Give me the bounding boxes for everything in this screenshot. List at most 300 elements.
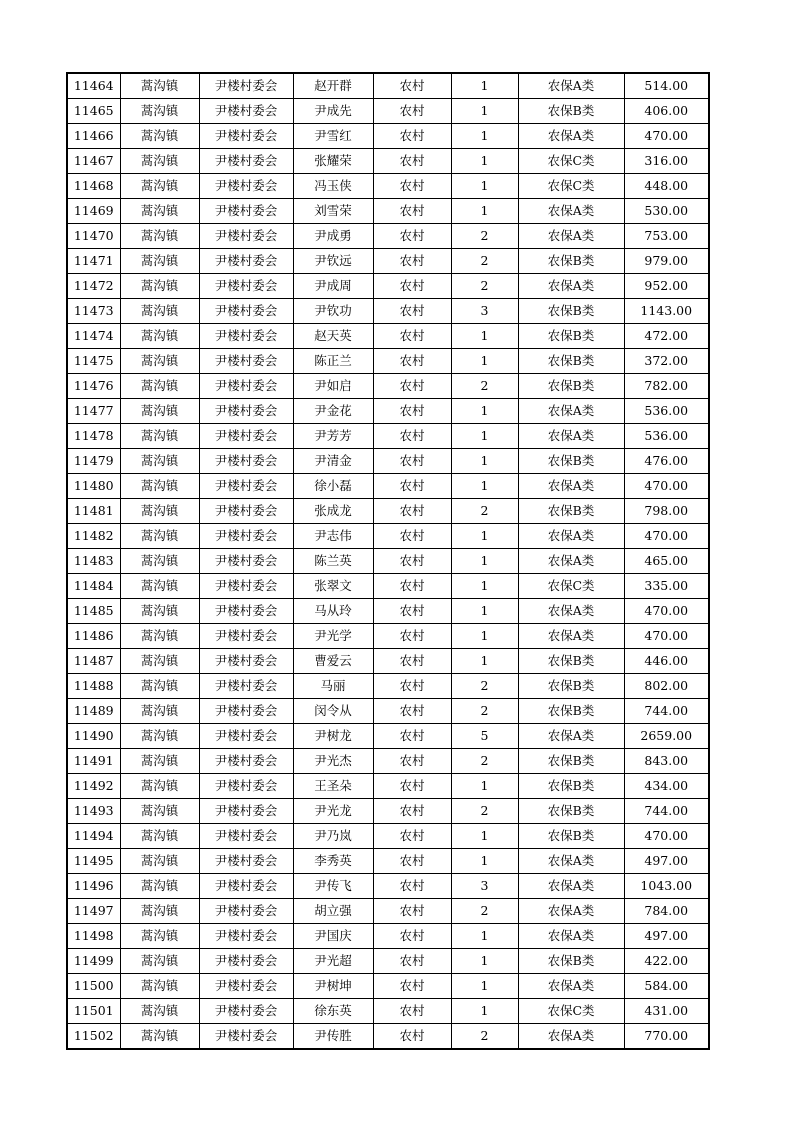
serial-number-cell: 11481 — [67, 499, 120, 524]
serial-number-cell: 11470 — [67, 224, 120, 249]
area-type-cell: 农村 — [373, 274, 451, 299]
household-count-cell: 1 — [451, 474, 518, 499]
area-type-cell: 农村 — [373, 699, 451, 724]
amount-cell: 497.00 — [624, 849, 709, 874]
serial-number-cell: 11477 — [67, 399, 120, 424]
town-cell: 蒿沟镇 — [120, 299, 199, 324]
town-cell: 蒿沟镇 — [120, 624, 199, 649]
household-count-cell: 1 — [451, 349, 518, 374]
village-committee-cell: 尹楼村委会 — [199, 399, 293, 424]
serial-number-cell: 11479 — [67, 449, 120, 474]
name-cell: 马丽 — [293, 674, 373, 699]
name-cell: 尹成先 — [293, 99, 373, 124]
amount-cell: 536.00 — [624, 399, 709, 424]
insurance-category-cell: 农保C类 — [518, 574, 624, 599]
household-count-cell: 5 — [451, 724, 518, 749]
table-row — [67, 174, 709, 199]
table-row — [67, 774, 709, 799]
table-row — [67, 549, 709, 574]
area-type-cell: 农村 — [373, 499, 451, 524]
household-count-cell: 1 — [451, 149, 518, 174]
area-type-cell: 农村 — [373, 224, 451, 249]
name-cell: 尹志伟 — [293, 524, 373, 549]
area-type-cell: 农村 — [373, 774, 451, 799]
town-cell: 蒿沟镇 — [120, 524, 199, 549]
village-committee-cell: 尹楼村委会 — [199, 174, 293, 199]
table-row — [67, 349, 709, 374]
town-cell: 蒿沟镇 — [120, 924, 199, 949]
amount-cell: 406.00 — [624, 99, 709, 124]
town-cell: 蒿沟镇 — [120, 974, 199, 999]
area-type-cell: 农村 — [373, 374, 451, 399]
town-cell: 蒿沟镇 — [120, 1024, 199, 1050]
insurance-category-cell: 农保C类 — [518, 174, 624, 199]
table-row — [67, 299, 709, 324]
insurance-category-cell: 农保C类 — [518, 999, 624, 1024]
name-cell: 胡立强 — [293, 899, 373, 924]
area-type-cell: 农村 — [373, 799, 451, 824]
area-type-cell: 农村 — [373, 749, 451, 774]
insurance-category-cell: 农保A类 — [518, 274, 624, 299]
amount-cell: 472.00 — [624, 324, 709, 349]
name-cell: 赵天英 — [293, 324, 373, 349]
area-type-cell: 农村 — [373, 524, 451, 549]
table-row — [67, 724, 709, 749]
area-type-cell: 农村 — [373, 399, 451, 424]
village-committee-cell: 尹楼村委会 — [199, 924, 293, 949]
village-committee-cell: 尹楼村委会 — [199, 974, 293, 999]
village-committee-cell: 尹楼村委会 — [199, 799, 293, 824]
name-cell: 尹光龙 — [293, 799, 373, 824]
amount-cell: 979.00 — [624, 249, 709, 274]
amount-cell: 2659.00 — [624, 724, 709, 749]
town-cell: 蒿沟镇 — [120, 874, 199, 899]
insurance-category-cell: 农保A类 — [518, 199, 624, 224]
insurance-category-cell: 农保A类 — [518, 224, 624, 249]
village-committee-cell: 尹楼村委会 — [199, 774, 293, 799]
name-cell: 闵令从 — [293, 699, 373, 724]
town-cell: 蒿沟镇 — [120, 699, 199, 724]
town-cell: 蒿沟镇 — [120, 124, 199, 149]
serial-number-cell: 11472 — [67, 274, 120, 299]
serial-number-cell: 11498 — [67, 924, 120, 949]
household-count-cell: 1 — [451, 949, 518, 974]
amount-cell: 372.00 — [624, 349, 709, 374]
insurance-category-cell: 农保A类 — [518, 124, 624, 149]
name-cell: 冯玉侠 — [293, 174, 373, 199]
village-committee-cell: 尹楼村委会 — [199, 249, 293, 274]
village-committee-cell: 尹楼村委会 — [199, 474, 293, 499]
village-committee-cell: 尹楼村委会 — [199, 624, 293, 649]
village-committee-cell: 尹楼村委会 — [199, 874, 293, 899]
amount-cell: 470.00 — [624, 124, 709, 149]
town-cell: 蒿沟镇 — [120, 749, 199, 774]
town-cell: 蒿沟镇 — [120, 824, 199, 849]
village-committee-cell: 尹楼村委会 — [199, 599, 293, 624]
table-row — [67, 474, 709, 499]
area-type-cell: 农村 — [373, 299, 451, 324]
name-cell: 尹成勇 — [293, 224, 373, 249]
area-type-cell: 农村 — [373, 924, 451, 949]
table-row — [67, 149, 709, 174]
village-committee-cell: 尹楼村委会 — [199, 899, 293, 924]
village-committee-cell: 尹楼村委会 — [199, 224, 293, 249]
village-committee-cell: 尹楼村委会 — [199, 199, 293, 224]
table-row — [67, 249, 709, 274]
name-cell: 陈兰英 — [293, 549, 373, 574]
area-type-cell: 农村 — [373, 124, 451, 149]
town-cell: 蒿沟镇 — [120, 224, 199, 249]
serial-number-cell: 11488 — [67, 674, 120, 699]
amount-cell: 422.00 — [624, 949, 709, 974]
household-count-cell: 1 — [451, 849, 518, 874]
insurance-category-cell: 农保A类 — [518, 474, 624, 499]
area-type-cell: 农村 — [373, 349, 451, 374]
town-cell: 蒿沟镇 — [120, 999, 199, 1024]
amount-cell: 744.00 — [624, 699, 709, 724]
household-count-cell: 1 — [451, 549, 518, 574]
amount-cell: 1143.00 — [624, 299, 709, 324]
table-body — [67, 73, 709, 1049]
name-cell: 陈正兰 — [293, 349, 373, 374]
household-count-cell: 2 — [451, 699, 518, 724]
village-committee-cell: 尹楼村委会 — [199, 499, 293, 524]
town-cell: 蒿沟镇 — [120, 574, 199, 599]
insurance-category-cell: 农保A类 — [518, 1024, 624, 1050]
area-type-cell: 农村 — [373, 649, 451, 674]
town-cell: 蒿沟镇 — [120, 674, 199, 699]
insurance-category-cell: 农保A类 — [518, 624, 624, 649]
amount-cell: 476.00 — [624, 449, 709, 474]
insurance-category-cell: 农保B类 — [518, 774, 624, 799]
town-cell: 蒿沟镇 — [120, 549, 199, 574]
name-cell: 徐东英 — [293, 999, 373, 1024]
town-cell: 蒿沟镇 — [120, 424, 199, 449]
table-row — [67, 999, 709, 1024]
table-row — [67, 124, 709, 149]
insurance-category-cell: 农保A类 — [518, 849, 624, 874]
area-type-cell: 农村 — [373, 474, 451, 499]
village-committee-cell: 尹楼村委会 — [199, 73, 293, 99]
area-type-cell: 农村 — [373, 174, 451, 199]
town-cell: 蒿沟镇 — [120, 474, 199, 499]
area-type-cell: 农村 — [373, 424, 451, 449]
area-type-cell: 农村 — [373, 324, 451, 349]
serial-number-cell: 11491 — [67, 749, 120, 774]
amount-cell: 434.00 — [624, 774, 709, 799]
table-row — [67, 674, 709, 699]
name-cell: 尹钦远 — [293, 249, 373, 274]
village-committee-cell: 尹楼村委会 — [199, 674, 293, 699]
insurance-category-cell: 农保B类 — [518, 949, 624, 974]
table-row — [67, 99, 709, 124]
village-committee-cell: 尹楼村委会 — [199, 524, 293, 549]
amount-cell: 530.00 — [624, 199, 709, 224]
table-row — [67, 649, 709, 674]
table-row — [67, 499, 709, 524]
serial-number-cell: 11490 — [67, 724, 120, 749]
amount-cell: 514.00 — [624, 73, 709, 99]
village-committee-cell: 尹楼村委会 — [199, 424, 293, 449]
household-count-cell: 1 — [451, 324, 518, 349]
insurance-category-cell: 农保A类 — [518, 599, 624, 624]
serial-number-cell: 11487 — [67, 649, 120, 674]
amount-cell: 316.00 — [624, 149, 709, 174]
table-row — [67, 73, 709, 99]
table-row — [67, 424, 709, 449]
serial-number-cell: 11473 — [67, 299, 120, 324]
household-count-cell: 1 — [451, 399, 518, 424]
serial-number-cell: 11502 — [67, 1024, 120, 1050]
table-row — [67, 399, 709, 424]
village-committee-cell: 尹楼村委会 — [199, 349, 293, 374]
serial-number-cell: 11468 — [67, 174, 120, 199]
name-cell: 尹芳芳 — [293, 424, 373, 449]
village-committee-cell: 尹楼村委会 — [199, 724, 293, 749]
serial-number-cell: 11497 — [67, 899, 120, 924]
area-type-cell: 农村 — [373, 574, 451, 599]
area-type-cell: 农村 — [373, 449, 451, 474]
serial-number-cell: 11469 — [67, 199, 120, 224]
household-count-cell: 1 — [451, 124, 518, 149]
household-count-cell: 2 — [451, 1024, 518, 1050]
household-count-cell: 1 — [451, 73, 518, 99]
area-type-cell: 农村 — [373, 99, 451, 124]
table-row — [67, 274, 709, 299]
town-cell: 蒿沟镇 — [120, 799, 199, 824]
amount-cell: 802.00 — [624, 674, 709, 699]
amount-cell: 470.00 — [624, 524, 709, 549]
serial-number-cell: 11499 — [67, 949, 120, 974]
serial-number-cell: 11480 — [67, 474, 120, 499]
insurance-category-cell: 农保B类 — [518, 349, 624, 374]
insurance-category-cell: 农保B类 — [518, 649, 624, 674]
area-type-cell: 农村 — [373, 974, 451, 999]
table-row — [67, 924, 709, 949]
village-committee-cell: 尹楼村委会 — [199, 574, 293, 599]
serial-number-cell: 11465 — [67, 99, 120, 124]
household-count-cell: 1 — [451, 99, 518, 124]
household-count-cell: 1 — [451, 974, 518, 999]
household-count-cell: 1 — [451, 449, 518, 474]
household-count-cell: 1 — [451, 924, 518, 949]
serial-number-cell: 11466 — [67, 124, 120, 149]
amount-cell: 536.00 — [624, 424, 709, 449]
village-committee-cell: 尹楼村委会 — [199, 374, 293, 399]
insurance-category-cell: 农保B类 — [518, 674, 624, 699]
name-cell: 尹清金 — [293, 449, 373, 474]
village-committee-cell: 尹楼村委会 — [199, 274, 293, 299]
name-cell: 尹树龙 — [293, 724, 373, 749]
area-type-cell: 农村 — [373, 724, 451, 749]
village-committee-cell: 尹楼村委会 — [199, 99, 293, 124]
name-cell: 尹传胜 — [293, 1024, 373, 1050]
insurance-category-cell: 农保A类 — [518, 899, 624, 924]
village-committee-cell: 尹楼村委会 — [199, 649, 293, 674]
village-committee-cell: 尹楼村委会 — [199, 999, 293, 1024]
insurance-category-cell: 农保A类 — [518, 73, 624, 99]
name-cell: 张翠文 — [293, 574, 373, 599]
village-committee-cell: 尹楼村委会 — [199, 824, 293, 849]
household-count-cell: 1 — [451, 774, 518, 799]
village-committee-cell: 尹楼村委会 — [199, 299, 293, 324]
amount-cell: 448.00 — [624, 174, 709, 199]
insurance-category-cell: 农保A类 — [518, 724, 624, 749]
table-row — [67, 749, 709, 774]
insurance-category-cell: 农保A类 — [518, 524, 624, 549]
serial-number-cell: 11496 — [67, 874, 120, 899]
name-cell: 刘雪荣 — [293, 199, 373, 224]
serial-number-cell: 11501 — [67, 999, 120, 1024]
name-cell: 尹成周 — [293, 274, 373, 299]
amount-cell: 1043.00 — [624, 874, 709, 899]
town-cell: 蒿沟镇 — [120, 274, 199, 299]
amount-cell: 584.00 — [624, 974, 709, 999]
insurance-category-cell: 农保B类 — [518, 749, 624, 774]
serial-number-cell: 11483 — [67, 549, 120, 574]
area-type-cell: 农村 — [373, 549, 451, 574]
serial-number-cell: 11476 — [67, 374, 120, 399]
table-row — [67, 1024, 709, 1050]
area-type-cell: 农村 — [373, 73, 451, 99]
serial-number-cell: 11474 — [67, 324, 120, 349]
table-row — [67, 624, 709, 649]
household-count-cell: 2 — [451, 899, 518, 924]
village-committee-cell: 尹楼村委会 — [199, 949, 293, 974]
town-cell: 蒿沟镇 — [120, 149, 199, 174]
town-cell: 蒿沟镇 — [120, 174, 199, 199]
table-row — [67, 974, 709, 999]
amount-cell: 497.00 — [624, 924, 709, 949]
household-count-cell: 1 — [451, 824, 518, 849]
household-count-cell: 1 — [451, 649, 518, 674]
village-committee-cell: 尹楼村委会 — [199, 149, 293, 174]
insurance-category-cell: 农保A类 — [518, 399, 624, 424]
town-cell: 蒿沟镇 — [120, 774, 199, 799]
household-count-cell: 2 — [451, 274, 518, 299]
serial-number-cell: 11467 — [67, 149, 120, 174]
amount-cell: 470.00 — [624, 474, 709, 499]
area-type-cell: 农村 — [373, 624, 451, 649]
household-count-cell: 2 — [451, 249, 518, 274]
area-type-cell: 农村 — [373, 674, 451, 699]
insurance-category-cell: 农保A类 — [518, 924, 624, 949]
household-count-cell: 2 — [451, 799, 518, 824]
town-cell: 蒿沟镇 — [120, 399, 199, 424]
household-count-cell: 1 — [451, 424, 518, 449]
household-count-cell: 2 — [451, 499, 518, 524]
serial-number-cell: 11485 — [67, 599, 120, 624]
village-committee-cell: 尹楼村委会 — [199, 749, 293, 774]
amount-cell: 843.00 — [624, 749, 709, 774]
village-committee-cell: 尹楼村委会 — [199, 1024, 293, 1050]
insurance-category-cell: 农保B类 — [518, 324, 624, 349]
serial-number-cell: 11500 — [67, 974, 120, 999]
name-cell: 尹乃岚 — [293, 824, 373, 849]
household-count-cell: 2 — [451, 224, 518, 249]
town-cell: 蒿沟镇 — [120, 949, 199, 974]
name-cell: 尹光学 — [293, 624, 373, 649]
table-row — [67, 324, 709, 349]
insurance-category-cell: 农保B类 — [518, 99, 624, 124]
area-type-cell: 农村 — [373, 599, 451, 624]
name-cell: 赵开群 — [293, 73, 373, 99]
name-cell: 尹光超 — [293, 949, 373, 974]
village-committee-cell: 尹楼村委会 — [199, 449, 293, 474]
name-cell: 尹雪红 — [293, 124, 373, 149]
amount-cell: 784.00 — [624, 899, 709, 924]
town-cell: 蒿沟镇 — [120, 99, 199, 124]
town-cell: 蒿沟镇 — [120, 324, 199, 349]
village-committee-cell: 尹楼村委会 — [199, 699, 293, 724]
serial-number-cell: 11493 — [67, 799, 120, 824]
serial-number-cell: 11471 — [67, 249, 120, 274]
table-row — [67, 199, 709, 224]
table-row — [67, 449, 709, 474]
serial-number-cell: 11478 — [67, 424, 120, 449]
insurance-category-cell: 农保A类 — [518, 549, 624, 574]
household-count-cell: 1 — [451, 199, 518, 224]
household-count-cell: 1 — [451, 174, 518, 199]
insurance-category-cell: 农保B类 — [518, 299, 624, 324]
area-type-cell: 农村 — [373, 899, 451, 924]
household-count-cell: 2 — [451, 749, 518, 774]
area-type-cell: 农村 — [373, 199, 451, 224]
name-cell: 王圣朵 — [293, 774, 373, 799]
name-cell: 尹光杰 — [293, 749, 373, 774]
name-cell: 张耀荣 — [293, 149, 373, 174]
area-type-cell: 农村 — [373, 874, 451, 899]
serial-number-cell: 11475 — [67, 349, 120, 374]
table-row — [67, 949, 709, 974]
insurance-category-cell: 农保A类 — [518, 974, 624, 999]
serial-number-cell: 11484 — [67, 574, 120, 599]
area-type-cell: 农村 — [373, 149, 451, 174]
serial-number-cell: 11495 — [67, 849, 120, 874]
insurance-category-cell: 农保A类 — [518, 874, 624, 899]
data-table — [66, 72, 710, 1050]
household-count-cell: 1 — [451, 599, 518, 624]
village-committee-cell: 尹楼村委会 — [199, 849, 293, 874]
household-count-cell: 1 — [451, 999, 518, 1024]
table-row — [67, 874, 709, 899]
serial-number-cell: 11482 — [67, 524, 120, 549]
name-cell: 尹钦功 — [293, 299, 373, 324]
area-type-cell: 农村 — [373, 824, 451, 849]
name-cell: 尹树坤 — [293, 974, 373, 999]
town-cell: 蒿沟镇 — [120, 73, 199, 99]
table-row — [67, 524, 709, 549]
insurance-category-cell: 农保B类 — [518, 374, 624, 399]
amount-cell: 470.00 — [624, 824, 709, 849]
town-cell: 蒿沟镇 — [120, 249, 199, 274]
table-row — [67, 599, 709, 624]
town-cell: 蒿沟镇 — [120, 449, 199, 474]
insurance-category-cell: 农保B类 — [518, 799, 624, 824]
insurance-category-cell: 农保B类 — [518, 499, 624, 524]
town-cell: 蒿沟镇 — [120, 899, 199, 924]
amount-cell: 431.00 — [624, 999, 709, 1024]
amount-cell: 770.00 — [624, 1024, 709, 1050]
town-cell: 蒿沟镇 — [120, 599, 199, 624]
household-count-cell: 1 — [451, 524, 518, 549]
serial-number-cell: 11494 — [67, 824, 120, 849]
village-committee-cell: 尹楼村委会 — [199, 549, 293, 574]
table-row — [67, 849, 709, 874]
village-committee-cell: 尹楼村委会 — [199, 124, 293, 149]
insurance-category-cell: 农保B类 — [518, 449, 624, 474]
town-cell: 蒿沟镇 — [120, 849, 199, 874]
